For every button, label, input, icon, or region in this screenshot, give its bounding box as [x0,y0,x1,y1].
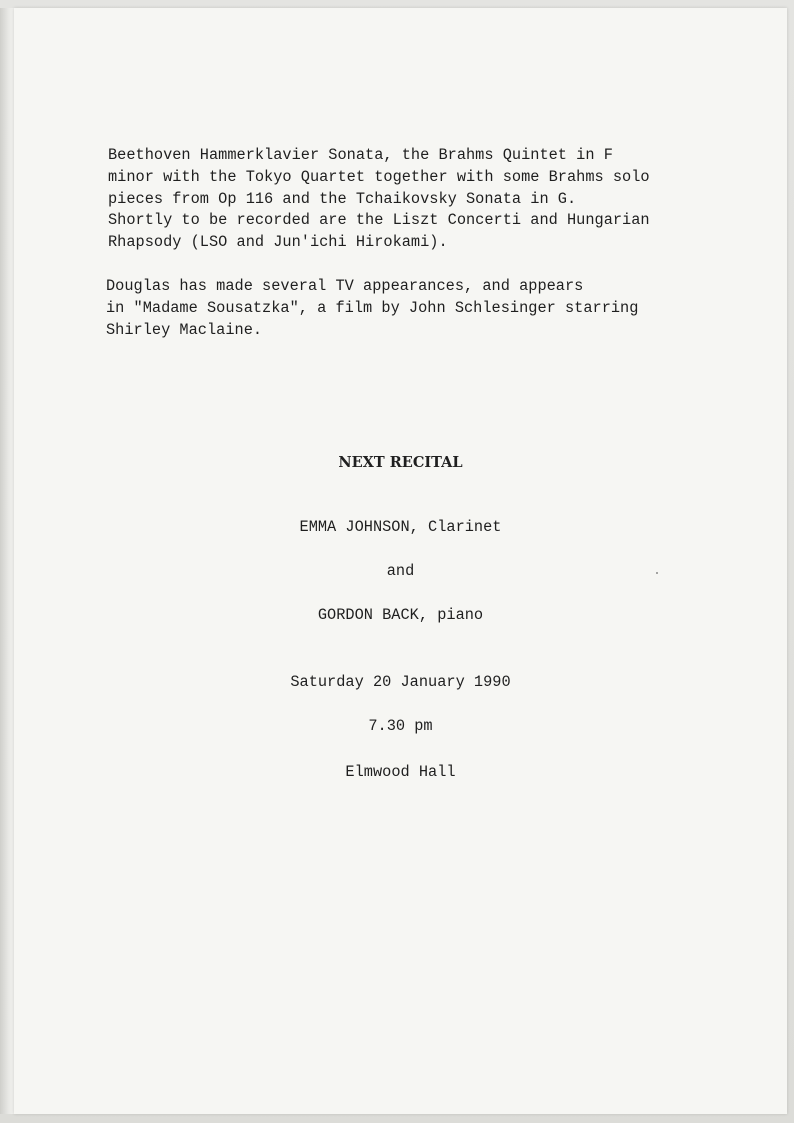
recital-venue: Elmwood Hall [345,763,456,781]
performer-2: GORDON BACK, piano [317,606,484,624]
page-stack-edge [0,8,14,1114]
biography-paragraph-1: Beethoven Hammerklavier Sonata, the Brahms Quintet in F minor with the Tokyo Quartet together with some Brahms solo pieces from Op 116 and the Tchaikovsky Sonata in G. Shortly to be recorded are the Liszt Concerti and Hungarian Rhapsody (LSO and Jun'ichi Hirokami). [108,146,650,252]
next-recital-heading: NEXT RECITAL [338,454,463,471]
biography-paragraph-2: Douglas has made several TV appearances, and appears in "Madame Sousatzka", a film by John Schlesinger starring Shirley Maclaine. [106,277,639,339]
recital-date: Saturday 20 January 1990 [290,673,511,691]
performer-1: EMMA JOHNSON, Clarinet [299,518,502,536]
paper-speck [656,572,658,574]
performer-conjunction: and [386,562,415,580]
recital-time: 7.30 pm [368,717,433,735]
